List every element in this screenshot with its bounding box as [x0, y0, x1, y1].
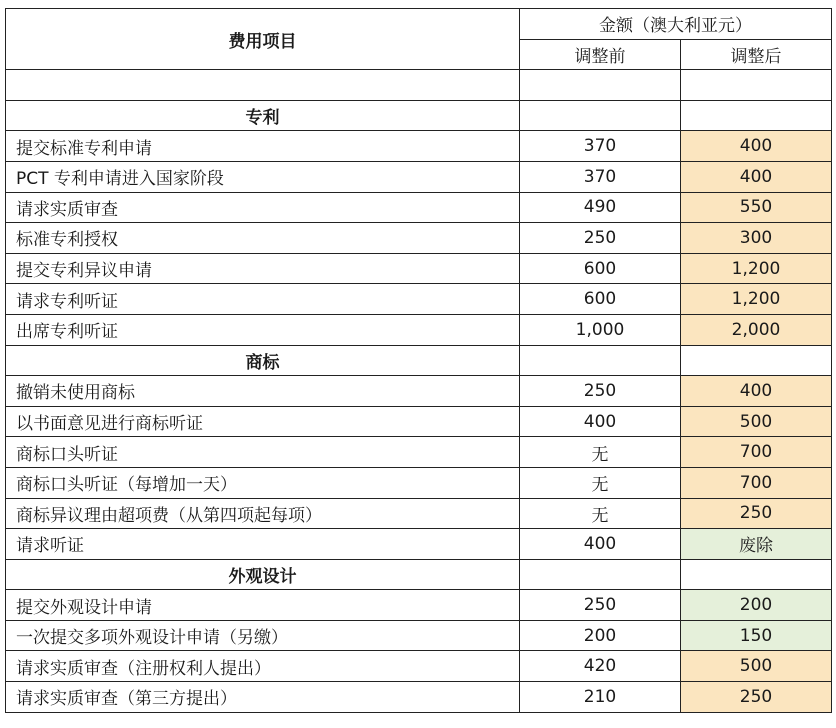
table-row: [6, 253, 832, 284]
fee-after: 250: [681, 682, 832, 713]
table-row: [6, 284, 832, 315]
fee-before: 250: [520, 223, 681, 254]
fee-before: 1,000: [520, 314, 681, 345]
table-row: [6, 131, 832, 162]
fee-after: 300: [681, 223, 832, 254]
fee-after: 1,200: [681, 253, 832, 284]
fee-before: 无: [520, 437, 681, 468]
table-row: [6, 651, 832, 682]
fee-before: 无: [520, 498, 681, 529]
table-row: [6, 223, 832, 254]
empty-row: [6, 70, 832, 101]
table-row: [6, 682, 832, 713]
fee-item: 标准专利授权: [6, 223, 520, 254]
table-row: [6, 529, 832, 560]
fee-after: 700: [681, 467, 832, 498]
fee-item: 商标口头听证: [6, 437, 520, 468]
fee-after: 500: [681, 651, 832, 682]
fee-item: 商标口头听证（每增加一天）: [6, 467, 520, 498]
fee-before: 420: [520, 651, 681, 682]
fee-item: 出席专利听证: [6, 314, 520, 345]
fee-item: 一次提交多项外观设计申请（另缴）: [6, 620, 520, 651]
fee-after: 2,000: [681, 314, 832, 345]
fee-before: 370: [520, 161, 681, 192]
fee-after: 700: [681, 437, 832, 468]
fee-item: 请求听证: [6, 529, 520, 560]
table-row: [6, 376, 832, 407]
header-item: 费用项目: [6, 9, 520, 70]
header-row-1: [6, 9, 832, 40]
section-trademark: 商标: [6, 345, 520, 376]
fee-item: 请求实质审查: [6, 192, 520, 223]
fee-item: 请求实质审查（注册权利人提出）: [6, 651, 520, 682]
section-row-patent: [6, 100, 832, 131]
table-row: [6, 314, 832, 345]
table-row: [6, 161, 832, 192]
table-row: [6, 467, 832, 498]
fee-before: 490: [520, 192, 681, 223]
fee-item: 请求实质审查（第三方提出）: [6, 682, 520, 713]
fee-after: 550: [681, 192, 832, 223]
fee-item: PCT 专利申请进入国家阶段: [6, 161, 520, 192]
fee-after: 1,200: [681, 284, 832, 315]
table-row: [6, 620, 832, 651]
fee-item: 商标异议理由超项费（从第四项起每项）: [6, 498, 520, 529]
section-patent: 专利: [6, 100, 520, 131]
header-amount: 金额（澳大利亚元）: [520, 9, 832, 40]
fee-before: 250: [520, 376, 681, 407]
fee-before: 210: [520, 682, 681, 713]
header-after: 调整后: [681, 39, 832, 70]
fee-after: 250: [681, 498, 832, 529]
header-before: 调整前: [520, 39, 681, 70]
fee-item: 撤销未使用商标: [6, 376, 520, 407]
table-row: [6, 437, 832, 468]
fee-before: 无: [520, 467, 681, 498]
fee-adjustment-table: [5, 8, 832, 713]
table-row: [6, 406, 832, 437]
table-row: [6, 590, 832, 621]
fee-after: 400: [681, 376, 832, 407]
fee-before: 400: [520, 529, 681, 560]
fee-before: 400: [520, 406, 681, 437]
fee-before: 250: [520, 590, 681, 621]
section-row-design: [6, 559, 832, 590]
fee-item: 请求专利听证: [6, 284, 520, 315]
fee-item: 提交标准专利申请: [6, 131, 520, 162]
fee-before: 600: [520, 284, 681, 315]
table-row: [6, 498, 832, 529]
fee-after: 400: [681, 161, 832, 192]
fee-after: 400: [681, 131, 832, 162]
fee-after: 150: [681, 620, 832, 651]
table-row: [6, 192, 832, 223]
fee-before: 600: [520, 253, 681, 284]
fee-before: 370: [520, 131, 681, 162]
fee-item: 提交外观设计申请: [6, 590, 520, 621]
section-design: 外观设计: [6, 559, 520, 590]
fee-after: 200: [681, 590, 832, 621]
fee-item: 提交专利异议申请: [6, 253, 520, 284]
fee-before: 200: [520, 620, 681, 651]
fee-item: 以书面意见进行商标听证: [6, 406, 520, 437]
section-row-trademark: [6, 345, 832, 376]
fee-after: 500: [681, 406, 832, 437]
fee-after: 废除: [681, 529, 832, 560]
